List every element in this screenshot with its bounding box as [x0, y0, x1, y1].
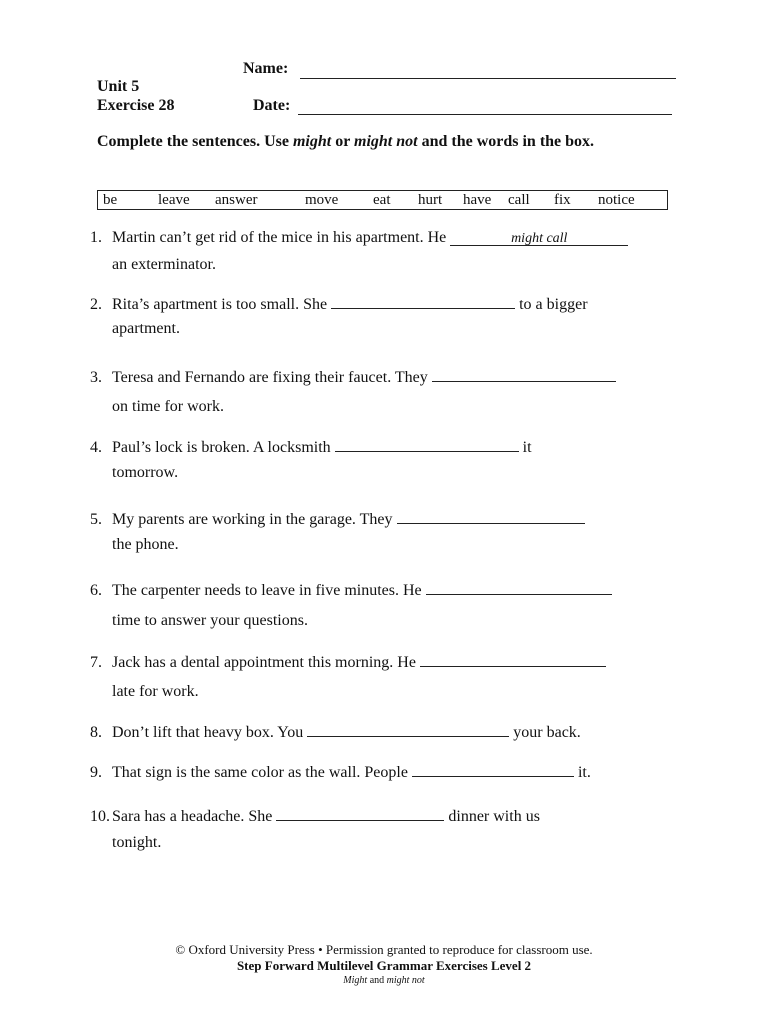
- exercise-item-2: 2. Rita’s apartment is too small. She to a bigger: [90, 296, 588, 313]
- exercise-item-3: 3. Teresa and Fernando are fixing their faucet. They: [90, 367, 616, 387]
- item-continuation: time to answer your questions.: [112, 612, 308, 629]
- word-box-item: leave: [158, 192, 190, 208]
- word-box-item: call: [508, 192, 530, 208]
- exercise-item-7: 7. Jack has a dental appointment this morning. He: [90, 652, 606, 672]
- word-box-item: be: [103, 192, 118, 208]
- item-continuation: an exterminator.: [112, 256, 216, 273]
- word-box-item: notice: [598, 192, 635, 208]
- item-continuation: the phone.: [112, 536, 179, 553]
- book-title: Step Forward Multilevel Grammar Exercises Level 2: [236, 958, 532, 973]
- item-continuation: apartment.: [112, 320, 180, 337]
- answer-blank[interactable]: [331, 294, 515, 309]
- answer-blank[interactable]: [426, 580, 612, 595]
- exercise-item-8: 8. Don’t lift that heavy box. You your back.: [90, 724, 581, 741]
- date-field[interactable]: [298, 98, 672, 115]
- exercise-item-9: 9. That sign is the same color as the wall. People it.: [90, 764, 591, 781]
- exercise-label: Exercise 28: [97, 97, 175, 114]
- name-label: Name:: [243, 60, 289, 77]
- instructions: Complete the sentences. Use might or might not and the words in the box.: [97, 133, 595, 150]
- word-box: [97, 190, 668, 210]
- answer-blank[interactable]: [276, 806, 444, 821]
- page-topic: Might and might not: [343, 975, 425, 986]
- item-continuation: tomorrow.: [112, 464, 179, 481]
- word-box-item: fix: [554, 192, 571, 208]
- name-field[interactable]: [300, 62, 676, 79]
- item-continuation: tonight.: [112, 834, 162, 851]
- item-continuation: late for work.: [112, 683, 199, 700]
- answer-blank[interactable]: might call: [450, 231, 628, 246]
- answer-blank[interactable]: [397, 509, 585, 524]
- exercise-item-6: 6. The carpenter needs to leave in five minutes. He: [90, 580, 612, 600]
- answer-blank[interactable]: [420, 652, 606, 667]
- answer-blank[interactable]: [412, 762, 574, 777]
- exercise-item-5: 5. My parents are working in the garage. They: [90, 509, 585, 529]
- item-continuation: on time for work.: [112, 398, 224, 415]
- exercise-item-1: 1. Martin can’t get rid of the mice in his apartment. He might call: [90, 229, 628, 247]
- answer-blank[interactable]: [335, 437, 519, 452]
- word-box-item: have: [463, 192, 492, 208]
- date-label: Date:: [253, 97, 291, 114]
- word-box-item: eat: [373, 192, 391, 208]
- copyright-notice: © Oxford University Press • Permission granted to reproduce for classroom use.: [175, 942, 593, 957]
- answer-blank[interactable]: [307, 722, 509, 737]
- answer-blank[interactable]: [432, 367, 616, 382]
- word-box-item: hurt: [418, 192, 443, 208]
- exercise-item-4: 4. Paul’s lock is broken. A locksmith it: [90, 439, 532, 456]
- unit-label: Unit 5: [97, 78, 140, 95]
- word-box-item: move: [305, 192, 339, 208]
- exercise-item-10: 10. Sara has a headache. She dinner with us: [90, 808, 540, 825]
- word-box-item: answer: [215, 192, 258, 208]
